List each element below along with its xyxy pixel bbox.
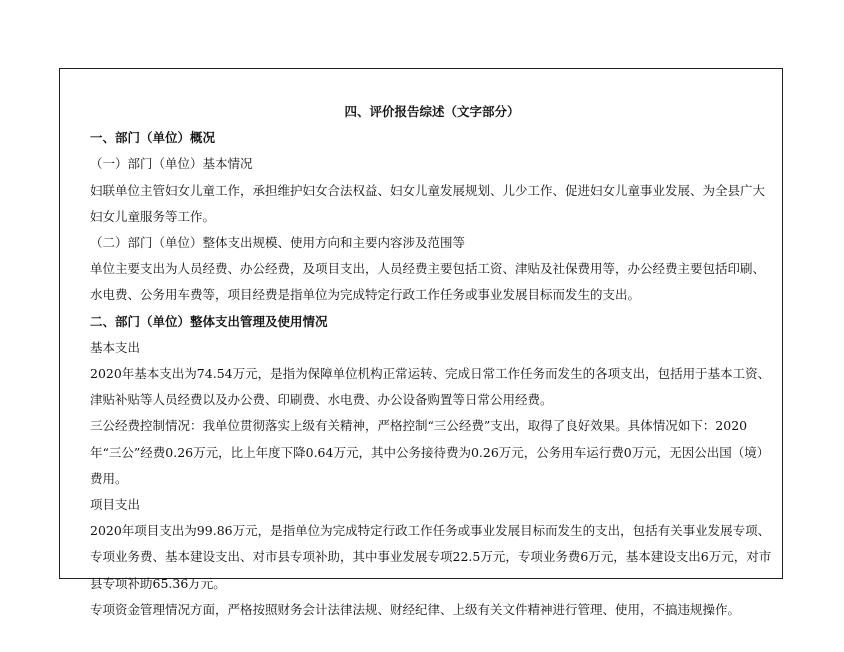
section1-heading: 一、部门（单位）概况 [90,130,216,146]
report-content [90,99,774,623]
section2-heading: 二、部门（单位）整体支出管理及使用情况 [90,313,328,329]
report-frame [59,68,783,617]
special-fund-para: 专项资金管理情况方面，严格按照财务会计法律法规、财经纪律、上级有关文件精神进行管理、使用，不搞违规操作。 [90,601,741,617]
section1-sub1: （一）部门（单位）基本情况 [90,156,253,172]
project-expense-label: 项目支出 [90,497,141,513]
report-title: 四、评价报告综述（文字部分） [344,104,520,119]
section1-para1: 妇联单位主管妇女儿童工作，承担维护妇女合法权益、妇女儿童发展规划、儿少工作、促进妇女儿童事业发展、为全县广大妇女儿童服务等工作。 [90,182,766,224]
section1-para2: 单位主要支出为人员经费、办公经费，及项目支出，人员经费主要包括工资、津贴及社保费用等，办公经费主要包括印刷、水电费、公务用车费等，项目经费是指单位为完成特定行政工作任务或事业发展目标而发生的支出。 [90,261,766,303]
basic-expense-label: 基本支出 [90,339,141,355]
project-expense-para: 2020年项目支出为99.86万元，是指单位为完成特定行政工作任务或事业发展目标而发生的支出，包括有关事业发展专项、专项业务费、基本建设支出、对市县专项补助，其中事业发展专项22.5万元，专项业务费6万元，基本建设支出6万元，对市县专项补助65.36万元。 [90,523,772,591]
three-public-para: 三公经费控制情况：我单位贯彻落实上级有关精神，严格控制“三公经费”支出，取得了良好效果。具体情况如下：2020年“三公”经费0.26万元，比上年度下降0.64万元，其中公务接待费为0.26万元，公务用车运行费0万元，无因公出国（境）费用。 [90,418,770,486]
section1-sub2: （二）部门（单位）整体支出规模、使用方向和主要内容涉及范围等 [90,235,466,251]
basic-expense-para: 2020年基本支出为74.54万元，是指为保障单位机构正常运转、完成日常工作任务而发生的各项支出，包括用于基本工资、津贴补贴等人员经费以及办公费、印刷费、水电费、办公设备购置等日常公用经费。 [90,366,771,408]
